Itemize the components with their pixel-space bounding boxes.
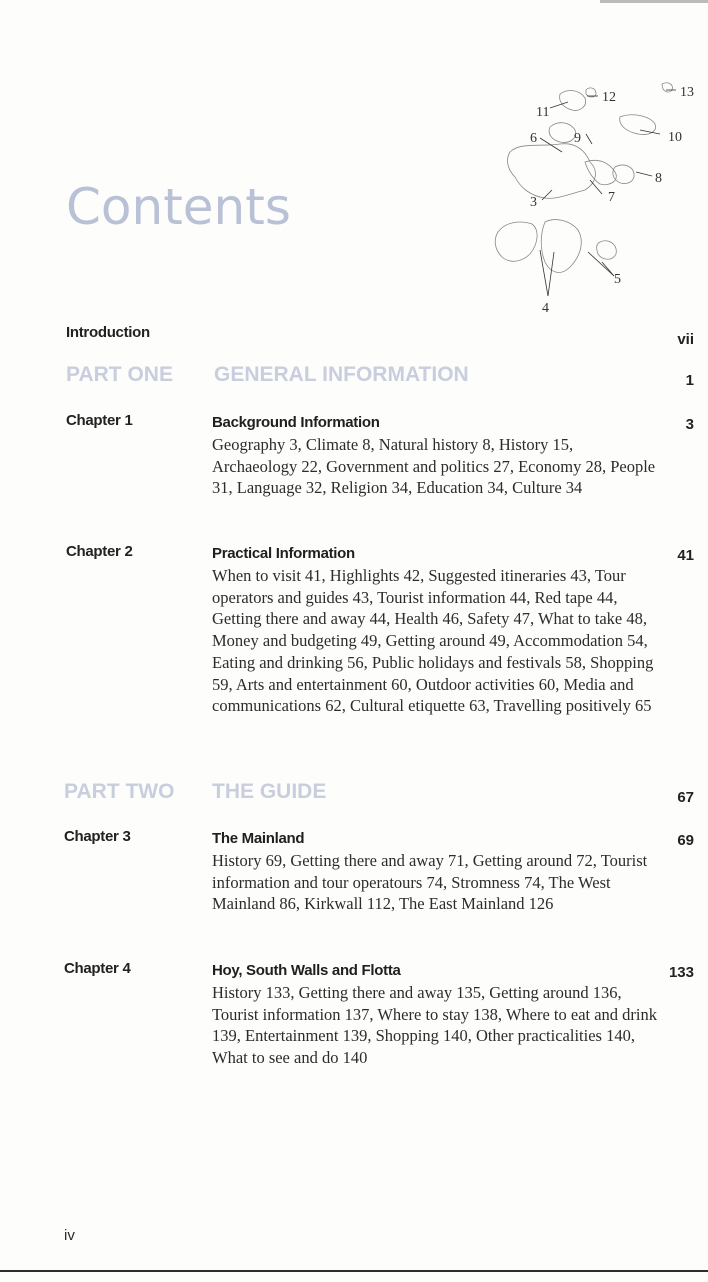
- island-sanday: [620, 115, 656, 135]
- part-two-title: THE GUIDE: [212, 780, 327, 803]
- map-label-10: 10: [668, 130, 682, 145]
- island-east-mainland: [585, 160, 616, 184]
- page-title: Contents: [66, 178, 291, 236]
- island-small-south: [597, 241, 617, 260]
- chapter-2-entry: [212, 543, 660, 717]
- part-one-page: 1: [685, 372, 694, 389]
- map-label-9: 9: [574, 131, 581, 146]
- map-label-4: 4: [542, 301, 549, 316]
- chapter-2-body: When to visit 41, Highlights 42, Suggested itineraries 43, Tour operators and guides 43, Tourist information 44, Red tape 44, Getting there and away 44, Health 46, Safety 47, What to take 48, Money and budgeting 49, Getting around 49, Accommodation 54, Eating and drinking 56, Public holidays and festivals 58, Shopping 59, Arts and entertainment 60, Outdoor activities 60, Media and communications 62, Cultural etiquette 63, Travelling positively 65: [212, 566, 654, 716]
- chapter-3-label: Chapter 3: [64, 828, 131, 845]
- chapter-2-label: Chapter 2: [66, 543, 133, 560]
- part-two-page: 67: [677, 789, 694, 806]
- introduction-label: Introduction: [66, 324, 150, 341]
- chapter-3-page: 69: [677, 832, 694, 849]
- part-one-label: PART ONE: [66, 363, 173, 386]
- bottom-edge-line: [0, 1270, 708, 1272]
- island-south-isles: [541, 220, 581, 273]
- map-label-6: 6: [530, 131, 537, 146]
- top-edge-line: [600, 0, 708, 3]
- chapter-4-label: Chapter 4: [64, 960, 131, 977]
- chapter-1-label: Chapter 1: [66, 412, 133, 429]
- chapter-4-body: History 133, Getting there and away 135, Getting around 136, Tourist information 137, Where to stay 138, Where to eat and drink 139, Entertainment 139, Shopping 140, Other practicalities 140, What to see and do 140: [212, 983, 658, 1068]
- map-label-12: 12: [602, 90, 616, 105]
- map-label-5: 5: [614, 272, 621, 287]
- map-label-7: 7: [608, 190, 615, 205]
- chapter-4-entry: [212, 960, 660, 1069]
- map-label-8: 8: [655, 171, 662, 186]
- map-label-13: 13: [680, 85, 694, 100]
- island-hoy: [495, 222, 537, 261]
- chapter-1-heading: Background Information: [212, 414, 380, 431]
- chapter-2-page: 41: [677, 547, 694, 564]
- chapter-2-heading: Practical Information: [212, 545, 355, 562]
- chapter-4-heading: Hoy, South Walls and Flotta: [212, 962, 401, 979]
- chapter-1-body: Geography 3, Climate 8, Natural history 8, History 15, Archaeology 22, Government and politics 27, Economy 28, People 31, Language 32, Religion 34, Education 34, Culture 34: [212, 435, 656, 498]
- island-outlines: [495, 83, 672, 273]
- introduction-page: vii: [677, 331, 694, 348]
- page-folio: iv: [64, 1227, 75, 1244]
- orkney-map: [490, 72, 708, 320]
- part-two-label: PART TWO: [64, 780, 175, 803]
- map-label-3: 3: [530, 195, 537, 210]
- map-label-11: 11: [536, 105, 550, 120]
- island-westray: [560, 91, 586, 111]
- island-north-ronaldsay: [662, 83, 672, 92]
- chapter-1-page: 3: [685, 416, 694, 433]
- chapter-3-entry: [212, 828, 660, 915]
- chapter-1-entry: [212, 412, 660, 499]
- island-rousay: [549, 123, 576, 143]
- chapter-3-heading: The Mainland: [212, 830, 305, 847]
- chapter-3-body: History 69, Getting there and away 71, Getting around 72, Tourist information and tour operatours 74, Stromness 74, The West Mainland 86, Kirkwall 112, The East Mainland 126: [212, 851, 648, 914]
- part-one-title: GENERAL INFORMATION: [214, 363, 469, 386]
- chapter-4-page: 133: [668, 964, 694, 981]
